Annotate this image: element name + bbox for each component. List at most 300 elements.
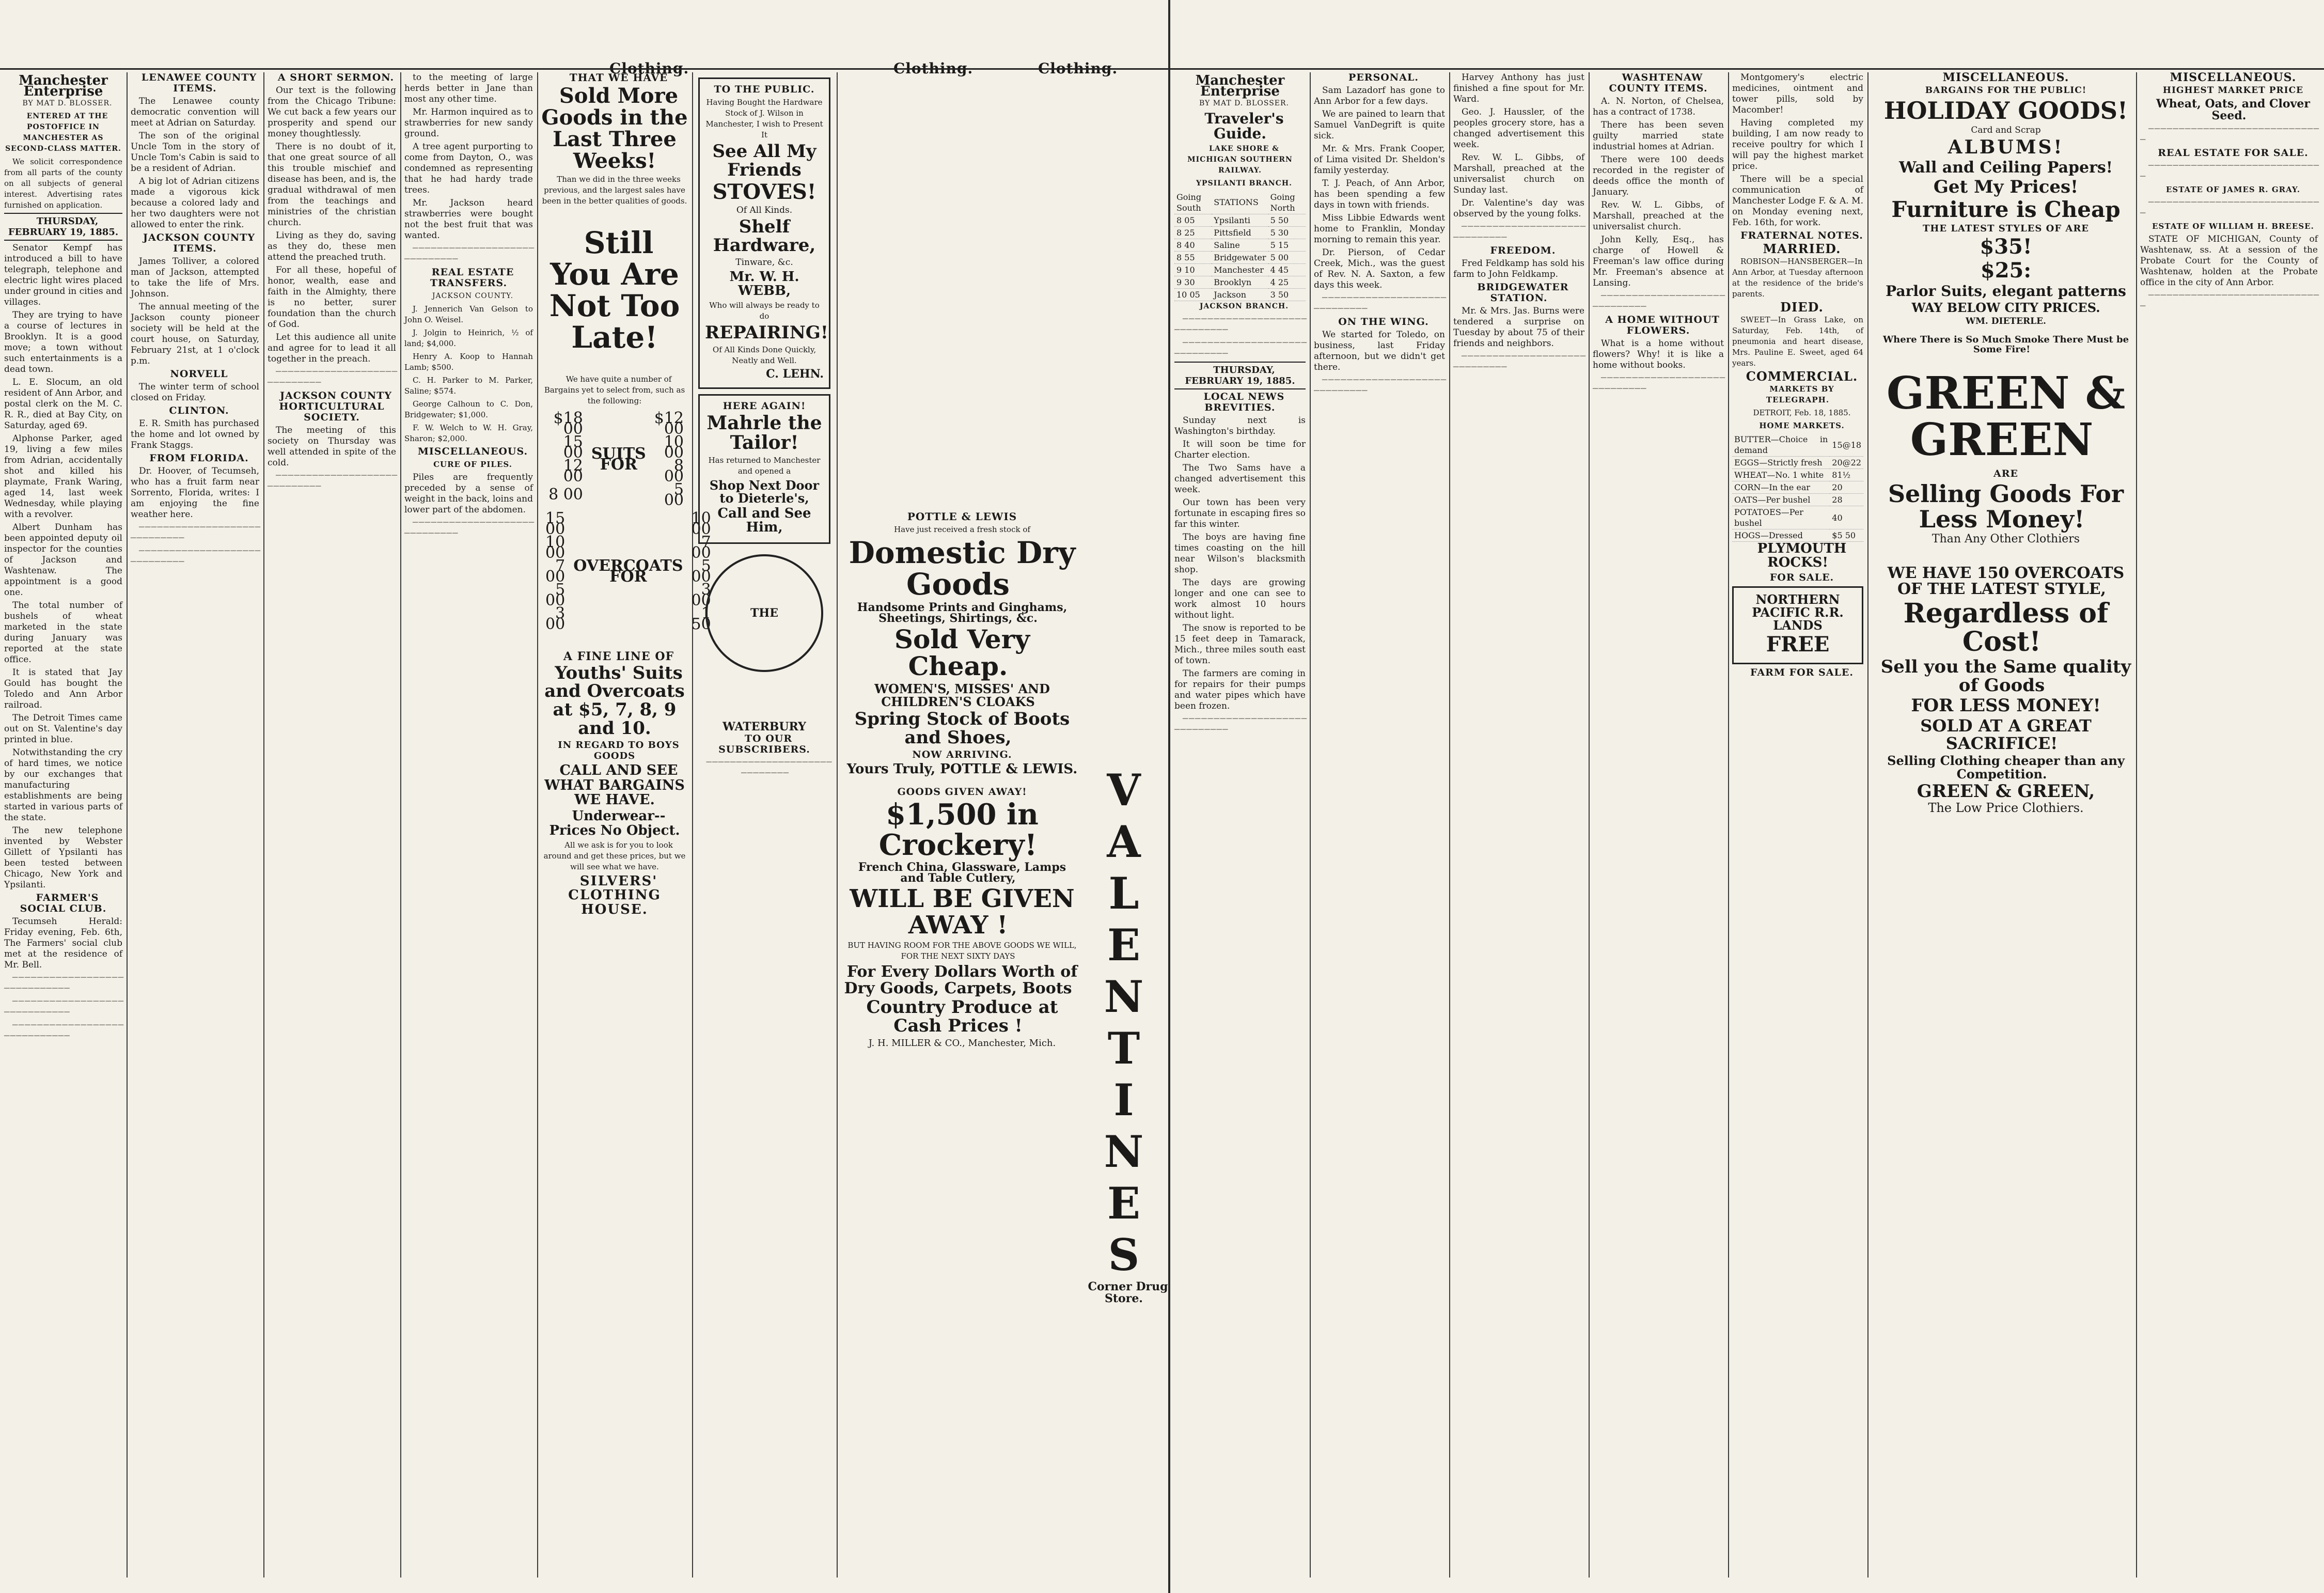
ad-signature: Corner Drug Store. — [1088, 1280, 1168, 1306]
valentines-letter: E — [1107, 919, 1141, 971]
news-item: There is no doubt of it, that one great source of all this trouble mischief and disease has been, and is, the gradual withdrawal of men from the teachings and ministries of the christian church. — [268, 142, 396, 228]
timetable-col-head: STATIONS — [1212, 191, 1268, 214]
illegible-text — [404, 518, 533, 539]
section-heading: MISCELLANEOUS. — [1942, 71, 2069, 84]
ad-subheading: NOW ARRIVING. — [912, 748, 1012, 760]
ad-price: $25: — [1980, 258, 2032, 283]
mahrle-tailor-ad — [698, 394, 830, 544]
section-heading: WASHTENAW COUNTY ITEMS. — [1609, 72, 1708, 94]
illegible-text — [2140, 124, 2318, 146]
branch-heading: JACKSON BRANCH. — [1199, 302, 1289, 310]
ad-headline: WE HAVE 150 OVERCOATS OF THE LATEST STYLE, — [1887, 564, 2125, 599]
section-heading: REAL ESTATE FOR SALE. — [2158, 147, 2309, 159]
section-heading: A SHORT SERMON. — [277, 72, 395, 83]
timetable-col-head: Going North — [1268, 191, 1306, 214]
price-to: 10 00 — [691, 509, 711, 538]
market-price: 81½ — [1830, 469, 1863, 481]
market-row — [1732, 469, 1863, 481]
news-item: Mr. Jackson heard strawberries were bought not the best fruit that was wanted. — [404, 198, 533, 241]
news-item: Let this audience all unite and agree for to lead it all together in the preach. — [268, 332, 396, 364]
illegible-text — [131, 522, 259, 544]
price-to: 5 00 — [691, 556, 711, 586]
price-from: $18 00 — [553, 409, 583, 438]
section-heading: LENAWEE COUNTY ITEMS. — [141, 72, 257, 94]
market-price: 20@22 — [1830, 457, 1863, 469]
ad-headline: Sell you the Same quality of Goods — [1880, 657, 2131, 696]
news-item: Piles are frequently preceded by a sense of weight in the back, loins and lower part of the abdomen. — [404, 472, 533, 515]
ad-subheading: BARGAINS FOR THE PUBLIC! — [1925, 85, 2087, 96]
timetable-row — [1174, 239, 1306, 251]
ad-headline: Sold Very Cheap. — [894, 623, 1030, 682]
news-column-1 — [0, 72, 127, 1583]
news-item: There were 100 deeds recorded in the register of deeds office the month of January. — [1593, 154, 1724, 197]
ad-headline: Shop Next Door to Dieterle's, — [709, 477, 820, 506]
market-item: CORN—In the ear — [1732, 481, 1830, 494]
news-item: Sunday next is Washington's birthday. — [1174, 415, 1306, 436]
news-item: We are pained to learn that Samuel VanDegrift is quite sick. — [1314, 109, 1445, 141]
ad-headline: WILL BE GIVEN AWAY ! — [850, 884, 1075, 940]
price-from: 12 00 — [563, 456, 583, 486]
news-item: Miss Libbie Edwards went home to Franklin, Monday morning to remain this year. — [1314, 213, 1445, 245]
news-item: Dr. Hoover, of Tecumseh, who has a fruit farm near Sorrento, Florida, writes: I am enjoying the fine weather here. — [131, 466, 259, 520]
timetable-row — [1174, 214, 1306, 226]
silvers-clothing-ad — [537, 71, 711, 1583]
ad-subheading: FOR SALE. — [1769, 571, 1834, 583]
illegible-text — [1593, 291, 1724, 313]
news-item: A big lot of Adrian citizens made a vigorous kick because a colored lady and her two daughters were not allowed to enter the rink. — [131, 176, 259, 230]
valentines-ad — [1079, 764, 1168, 1307]
section-subheading: ESTATE OF JAMES R. GRAY. — [2165, 185, 2301, 195]
ad-signature: SILVERS' CLOTHING HOUSE. — [568, 873, 661, 917]
time-cell: 9 30 — [1174, 276, 1212, 288]
section-heading: MARRIED. — [1763, 241, 1841, 256]
illegible-text — [404, 243, 533, 265]
ad-headline: Still You Are Not Too Late! — [549, 225, 680, 355]
news-item: The winter term of school closed on Friday. — [131, 382, 259, 403]
market-row — [1732, 481, 1863, 494]
timetable-row — [1174, 226, 1306, 239]
section-heading: ON THE WING. — [1338, 316, 1429, 327]
time-cell: 5 15 — [1268, 239, 1306, 251]
price-from: 3 00 — [545, 604, 566, 633]
ad-headline: NORTHERN PACIFIC R.R. LANDS — [1752, 591, 1844, 633]
overcoat-price-table — [541, 509, 715, 633]
price-from: 8 00 — [548, 486, 583, 504]
valentines-letter: A — [1107, 816, 1141, 867]
price-row — [541, 512, 715, 536]
news-item: Montgomery's electric medicines, ointment and tower pills, sold by Macomber! — [1732, 72, 1863, 115]
section-heading: LOCAL NEWS BREVITIES. — [1203, 391, 1285, 413]
ad-text: Than Any Other Clothiers — [1932, 532, 2080, 545]
news-item: The total number of bushels of wheat marketed in the state during January was reported at the state office. — [4, 600, 122, 665]
ad-headline: ALBUMS! — [1948, 136, 2064, 159]
news-item: Senator Kempf has introduced a bill to have telegraph, telephone and electric light wires placed under ground in cities and villages. — [4, 243, 122, 307]
news-item: What is a home without flowers? Why! it is like a home without books. — [1593, 338, 1724, 370]
ad-headline: See All My Friends — [712, 141, 816, 180]
ad-headline: Underwear--Prices No Object. — [549, 808, 680, 838]
ad-text: BUT HAVING ROOM FOR THE ABOVE GOODS WE WILL, FOR THE NEXT SIXTY DAYS — [847, 941, 1077, 961]
section-heading: JACKSON COUNTY ITEMS. — [143, 232, 255, 254]
news-item: Tecumseh Herald: Friday evening, Feb. 6th, The Farmers' social club met at the residence of Mr. Bell. — [4, 916, 122, 970]
masthead: Manchester Enterprise — [1195, 73, 1285, 99]
illegible-text — [268, 367, 396, 388]
station-cell: Bridgewater — [1212, 251, 1268, 263]
ad-text: Of All Kinds. — [736, 205, 793, 216]
running-head: Clothing. — [1038, 60, 1118, 77]
market-item: WHEAT—No. 1 white — [1732, 469, 1830, 481]
market-row — [1732, 494, 1863, 506]
ad-headline: Wheat, Oats, and Clover Seed. — [2156, 97, 2310, 123]
news-item: T. J. Peach, of Ann Arbor, has been spending a few days in town with friends. — [1314, 178, 1445, 210]
valentines-letter: I — [1113, 1074, 1134, 1126]
ad-subheading: THE LATEST STYLES OF ARE — [1922, 223, 2090, 235]
ad-headline: Furniture is Cheap — [1891, 197, 2121, 223]
news-item: Harvey Anthony has just finished a fine spout for Mr. Ward. — [1453, 72, 1584, 104]
ad-headline: Wall and Ceiling Papers! — [1899, 159, 2113, 177]
market-item: POTATOES—Per bushel — [1732, 506, 1830, 529]
news-item: The Detroit Times came out on St. Valentine's day printed in blue. — [4, 713, 122, 745]
price-from: 15 00 — [563, 432, 583, 462]
price-from: 15 00 — [545, 509, 566, 538]
news-item: There has been seven guilty married state industrial homes at Adrian. — [1593, 120, 1724, 152]
station-cell: Jackson — [1212, 288, 1268, 301]
ad-heading: GOODS GIVEN AWAY! — [897, 786, 1027, 798]
market-item: OATS—Per bushel — [1732, 494, 1830, 506]
ad-text: Having Bought the Hardware Stock of J. Wilson in Manchester, I wish to Present It — [705, 98, 823, 139]
timetable-row — [1174, 251, 1306, 263]
timetable-header — [1174, 191, 1306, 214]
news-item: There will be a special communication of Manchester Lodge F. & A. M. on Monday evening next, Feb. 16th, for work. — [1732, 174, 1863, 228]
notice-text: ROBISON—HANSBERGER—In Ann Arbor, at Tuesday afternoon at the residence of the bride's parents. — [1732, 257, 1863, 299]
ad-headline: FOR LESS MONEY! — [1911, 695, 2101, 716]
ad-headline: HOLIDAY GOODS! — [1883, 97, 2128, 124]
station-cell: Ypsilanti — [1212, 214, 1268, 226]
ad-text: Tinware, &c. — [735, 257, 793, 268]
ad-heading: TO THE PUBLIC. — [714, 84, 815, 95]
section-heading: COMMERCIAL. — [1746, 369, 1858, 384]
time-cell: 8 05 — [1174, 214, 1212, 226]
news-item: It is stated that Jay Gould has bought the Toledo and Ann Arbor railroad. — [4, 667, 122, 710]
news-item: It will soon be time for Charter election. — [1174, 439, 1306, 460]
transfer-entry: C. H. Parker to M. Parker, Saline; $574. — [404, 376, 533, 396]
market-row — [1732, 506, 1863, 529]
ad-text: Than we did in the three weeks previous, and the largest sales have been in the better qualities of goods. — [542, 175, 687, 206]
ad-text: Who will always be ready to do — [709, 301, 820, 321]
ad-heading: THAT WE HAVE — [569, 71, 668, 84]
ad-headline: WOMEN'S, MISSES' AND CHILDREN'S CLOAKS — [874, 681, 1050, 709]
illegible-text — [1314, 375, 1445, 397]
header-rule — [0, 68, 1168, 70]
section-subheading: ESTATE OF WILLIAM H. BREESE. — [2152, 222, 2314, 231]
news-item: Mr. & Mrs. Jas. Burns were tendered a surprise on Tuesday by about 75 of their friends and neighbors. — [1453, 306, 1584, 349]
branch-heading: YPSILANTI BRANCH. — [1196, 179, 1292, 188]
ad-headline: CALL AND SEE WHAT BARGAINS WE HAVE. — [544, 762, 685, 808]
transfer-entry: J. Jolgin to Heinrich, ½ of land; $4,000. — [404, 328, 533, 348]
section-heading: FARM FOR SALE. — [1750, 667, 1854, 679]
news-item: Living as they do, saving as they do, these men attend the preached truth. — [268, 230, 396, 262]
ad-headline: $1,500 in Crockery! — [878, 797, 1039, 862]
market-item: BUTTER—Choice in demand — [1732, 433, 1830, 457]
news-item: The Two Sams have a changed advertisement this week. — [1174, 462, 1306, 495]
news-item: Notwithstanding the cry of hard times, we notice by our exchanges that manufacturing establishments are being started in various parts of the state. — [4, 747, 122, 823]
market-date: DETROIT, Feb. 18, 1885. — [1753, 408, 1851, 417]
news-item: Fred Feldkamp has sold his farm to John Feldkamp. — [1453, 258, 1584, 279]
masthead-byline: BY MAT D. BLOSSER. — [1199, 99, 1290, 107]
news-item: A. N. Norton, of Chelsea, has a contract of 1738. — [1593, 96, 1724, 117]
issue-date: THURSDAY, FEBRUARY 19, 1885. — [1174, 362, 1306, 389]
section-heading: FRATERNAL NOTES. — [1740, 230, 1863, 241]
hardware-ad-column — [692, 72, 837, 1583]
timetable-row — [1174, 276, 1306, 288]
timetable-row — [1174, 288, 1306, 301]
train-timetable — [1174, 191, 1306, 301]
ad-subheading: A FINE LINE OF — [563, 649, 674, 663]
illegible-text — [1593, 373, 1724, 395]
valentines-letter: V — [1107, 764, 1141, 816]
misc-ad-column — [1867, 72, 2136, 1583]
news-item: For all these, hopeful of honor, wealth, ease and faith in the Almighty, there is no better, surer foundation than the church of God. — [268, 265, 396, 330]
illegible-text — [4, 973, 122, 994]
illegible-text — [4, 996, 122, 1018]
news-item: E. R. Smith has purchased the home and lot owned by Frank Staggs. — [131, 418, 259, 450]
ad-headline: Mahrle the Tailor! — [706, 412, 822, 454]
ad-text: Have just received a fresh stock of — [894, 525, 1030, 534]
postoffice-notice-head: ENTERED AT THE POSTOFFICE IN MANCHESTER AS SECOND-CLASS MATTER. — [5, 112, 121, 153]
news-column-r5 — [1728, 72, 1867, 1583]
section-subheading: CURE OF PILES. — [433, 460, 512, 469]
section-heading: A HOME WITHOUT FLOWERS. — [1605, 314, 1720, 336]
right-newspaper-page — [1168, 0, 2324, 1593]
ad-signature: C. LEHN. — [766, 367, 824, 381]
ad-subheading: HIGHEST MARKET PRICE — [2162, 85, 2304, 96]
news-item: The boys are having fine times coasting on the hill near Wilson's blacksmith shop. — [1174, 532, 1306, 575]
ad-headline: Mr. W. H. WEBB, — [729, 269, 799, 299]
market-price-table — [1732, 433, 1863, 542]
green-and-green-title: GREEN & GREEN — [1886, 367, 2126, 466]
illegible-text — [1174, 338, 1306, 360]
section-heading: CLINTON. — [169, 405, 229, 416]
market-price: 28 — [1830, 494, 1863, 506]
news-item: Dr. Valentine's day was observed by the young folks. — [1453, 198, 1584, 219]
masthead-byline: BY MAT D. BLOSSER. — [22, 99, 113, 107]
ad-headline: Sold More Goods in the Last Three Weeks! — [541, 84, 688, 173]
section-heading: FROM FLORIDA. — [149, 452, 249, 464]
station-cell: Saline — [1212, 239, 1268, 251]
news-item: The snow is reported to be 15 feet deep in Tamarack, Mich., three miles south east of town. — [1174, 622, 1306, 666]
valentines-letter: S — [1108, 1229, 1140, 1280]
price-from: 5 00 — [545, 580, 566, 610]
illegible-text — [2140, 290, 2318, 312]
illegible-text — [268, 471, 396, 492]
news-item: Our text is the following from the Chicago Tribune: We cut back a few years our prosperity and spend our money thoughtlessly. — [268, 85, 396, 139]
section-subheading: JACKSON COUNTY. — [432, 292, 514, 300]
ad-headline: Get My Prices! — [1933, 176, 2079, 197]
news-column-2 — [127, 72, 263, 1583]
news-column-r2 — [1310, 72, 1449, 1583]
illegible-text — [2140, 197, 2318, 219]
running-head: Clothing. — [609, 60, 689, 77]
price-from: 10 00 — [545, 533, 566, 562]
time-cell: 8 25 — [1174, 226, 1212, 239]
time-cell: 10 05 — [1174, 288, 1212, 301]
news-item: The annual meeting of the Jackson county pioneer society will be held at the court house, on Saturday, February 21st, at 1 o'clock p.m. — [131, 302, 259, 366]
time-cell: 9 10 — [1174, 263, 1212, 276]
transfer-entry: Henry A. Koop to Hannah Lamb; $500. — [404, 352, 533, 372]
ad-signature: J. H. MILLER & CO., Manchester, Mich. — [868, 1037, 1056, 1049]
running-head: Clothing. — [893, 60, 973, 77]
news-item: The Lenawee county democratic convention will meet at Adrian on Saturday. — [131, 96, 259, 128]
price-from: 7 00 — [545, 556, 566, 586]
notice-text: SWEET—In Grass Lake, on Saturday, Feb. 14th, of pneumonia and heart disease, Mrs. Pauline E. Sweet, aged 64 years. — [1732, 315, 1863, 368]
news-item: Rev. W. L. Gibbs, of Marshall, preached at the universalist church on Sunday last. — [1453, 152, 1584, 195]
lehn-hardware-ad — [698, 77, 830, 389]
northern-pacific-ad — [1732, 586, 1863, 665]
news-item: A tree agent purporting to come from Dayton, O., was condemned as representing that he had hardy trade trees. — [404, 142, 533, 195]
ad-headline: Shelf Hardware, — [713, 216, 816, 256]
ad-headline: Youths' Suits and Overcoats at $5, 7, 8, 9 and 10. — [544, 662, 685, 739]
news-item: The farmers are coming in for repairs for their pumps and water pipes which have been frozen. — [1174, 668, 1306, 711]
illegible-text — [1453, 222, 1584, 243]
time-cell: 4 45 — [1268, 263, 1306, 276]
news-item: Rev. W. L. Gibbs, of Marshall, preached at the universalist church. — [1593, 200, 1724, 232]
station-cell: Brooklyn — [1212, 276, 1268, 288]
masthead: Manchester Enterprise — [19, 73, 108, 99]
ad-text: French China, Glassware, Lamps and Table Cutlery, — [858, 861, 1066, 885]
ad-text: We have quite a number of Bargains yet to select from, such as the following: — [544, 374, 685, 405]
postoffice-notice-body: We solicit correspondence from all parts of the county on all subjects of general interest. Advertising rates furnished on application. — [4, 157, 122, 210]
news-item: Mr. & Mrs. Frank Cooper, of Lima visited Dr. Sheldon's family yesterday. — [1314, 144, 1445, 176]
valentines-letter: T — [1107, 1023, 1140, 1074]
ad-subheading: IN REGARD TO BOYS GOODS — [558, 740, 680, 762]
time-cell: 8 40 — [1174, 239, 1212, 251]
market-price: 40 — [1830, 506, 1863, 529]
ad-headline: Parlor Suits, elegant patterns — [1886, 283, 2126, 300]
price-to: 7 00 — [691, 533, 711, 562]
transfer-entry: J. Jennerich Van Gelson to John O. Weisel. — [404, 304, 533, 324]
valentines-letter: L — [1108, 868, 1139, 919]
ad-text: Card and Scrap — [1971, 125, 2041, 136]
market-row — [1732, 433, 1863, 457]
ad-heading: POTTLE & LEWIS — [907, 510, 1017, 523]
ad-headline: PLYMOUTH ROCKS! — [1757, 541, 1847, 571]
ad-headline: Country Produce at Cash Prices ! — [866, 997, 1058, 1036]
market-item: HOGS—Dressed — [1732, 529, 1830, 542]
ad-headline: Selling Clothing cheaper than any Competition. — [1887, 753, 2125, 782]
news-column-3 — [263, 72, 400, 1583]
ad-headline: FREE — [1766, 632, 1830, 657]
time-cell: 4 25 — [1268, 276, 1306, 288]
section-heading: DIED. — [1780, 300, 1824, 315]
ad-headline: Regardless of Cost! — [1903, 597, 2109, 658]
misc-notice-column — [2136, 72, 2322, 1583]
valentines-letter: N — [1104, 1126, 1144, 1177]
waterbury-watch-emblem: THE WATERBURY — [705, 554, 823, 672]
section-heading: FARMER'S SOCIAL CLUB. — [20, 892, 107, 914]
market-item: EGGS—Strictly fresh — [1732, 457, 1830, 469]
ad-headline: STOVES! — [712, 180, 816, 205]
ad-subheading: Where There is So Much Smoke There Must be Some Fire! — [1882, 334, 2129, 355]
illegible-text — [4, 1020, 122, 1042]
dry-goods-ad-column — [837, 72, 1168, 1583]
section-heading: NORVELL — [170, 368, 228, 380]
price-to: $12 00 — [654, 409, 684, 438]
timetable-row — [1174, 263, 1306, 276]
news-item: The new telephone invented by Webster Gillett of Ypsilanti has been tested between Chicago, New York and Ypsilanti. — [4, 825, 122, 890]
section-heading: MISCELLANEOUS. — [417, 446, 528, 457]
illegible-text — [2140, 161, 2318, 182]
transfer-entry: F. W. Welch to W. H. Gray, Sharon; $2,000. — [404, 423, 533, 443]
section-heading: REAL ESTATE TRANSFERS. — [430, 267, 514, 289]
suits-label: SUITS FOR — [591, 444, 646, 474]
suit-price-table — [541, 409, 688, 509]
news-item: James Tolliver, a colored man of Jackson, attempted to take the life of Mrs. Johnson. — [131, 256, 259, 299]
station-cell: Pittsfield — [1212, 226, 1268, 239]
ad-signature: Yours Truly, POTTLE & LEWIS. — [846, 761, 1078, 777]
illegible-text — [1174, 714, 1306, 736]
section-heading: JACKSON COUNTY HORTICULTURAL SOCIETY. — [279, 390, 392, 423]
ad-headline: For Every Dollars Worth of Dry Goods, Carpets, Boots — [844, 963, 1078, 997]
header-rule — [1170, 68, 2324, 70]
market-price: 15@18 — [1830, 433, 1863, 457]
news-item: We started for Toledo, on business, last Friday afternoon, but we didn't get there. — [1314, 330, 1445, 372]
news-item: to the meeting of large herds better in Jane than most any other time. — [404, 72, 533, 104]
news-item: Sam Lazadorf has gone to Ann Arbor for a few days. — [1314, 85, 1445, 106]
pottle-lewis-ad — [837, 72, 1079, 1051]
ad-heading: HERE AGAIN! — [723, 400, 806, 412]
ad-headline: WAY BELOW CITY PRICES. — [1911, 300, 2100, 315]
news-item: Having completed my building, I am now ready to receive poultry for which I will pay the highest market price. — [1732, 118, 1863, 171]
price-to: 8 00 — [664, 456, 684, 486]
illegible-text — [1314, 293, 1445, 315]
transfer-entry: George Calhoun to C. Don, Bridgewater; $1,000. — [404, 399, 533, 419]
market-row — [1732, 529, 1863, 542]
price-to: 3 00 — [691, 580, 711, 610]
news-item: L. E. Slocum, an old resident of Ann Arbor, and postal clerk on the M. C. R. R., died at Bay City, on Saturday, aged 69. — [4, 377, 122, 431]
news-column-r4 — [1589, 72, 1728, 1583]
news-item: The meeting of this society on Thursday was well attended in spite of the cold. — [268, 425, 396, 468]
news-item: John Kelly, Esq., has charge of Howell & Freeman's law office during Mr. Freeman's absence at Lansing. — [1593, 235, 1724, 288]
ad-text: Has returned to Manchester and opened a — [708, 455, 821, 476]
news-column-r1 — [1170, 72, 1310, 1583]
price-to: 5 00 — [664, 480, 684, 509]
market-row — [1732, 457, 1863, 469]
time-cell: 5 30 — [1268, 226, 1306, 239]
section-subheading: HOME MARKETS. — [1759, 421, 1845, 430]
valentines-letter: N — [1104, 971, 1144, 1022]
time-cell: 3 50 — [1268, 288, 1306, 301]
news-item: Dr. Pierson, of Cedar Creek, Mich., was the guest of Rev. N. A. Saxton, a few days this week. — [1314, 247, 1445, 290]
illegible-text — [696, 757, 833, 779]
news-item: The days are growing longer and one can see to work almost 10 hours without light. — [1174, 577, 1306, 620]
illegible-text — [131, 546, 259, 568]
ad-signature: WM. DIETERLE. — [1966, 316, 2046, 326]
section-heading: MISCELLANEOUS. — [2170, 71, 2297, 84]
news-item: Geo. J. Haussler, of the peoples grocery store, has a changed advertisement this week. — [1453, 107, 1584, 150]
news-column-r3 — [1449, 72, 1589, 1583]
ad-headline: Call and See Him, — [717, 506, 811, 536]
ad-text: Of All Kinds Done Quickly, Neatly and Well. — [712, 345, 816, 366]
section-heading: TO OUR SUBSCRIBERS. — [718, 732, 810, 755]
ad-signature: The Low Price Clothiers. — [1928, 801, 2084, 816]
price-to: 10 00 — [664, 432, 684, 462]
ad-subheading: ARE — [1993, 468, 2018, 480]
ad-price: $35! — [1980, 235, 2032, 259]
ad-headline: Selling Goods For Less Money! — [1888, 480, 2124, 533]
section-heading: PERSONAL. — [1348, 72, 1419, 83]
ad-headline: REPAIRING! — [705, 322, 828, 343]
news-column-4 — [400, 72, 537, 1583]
illegible-text — [1453, 351, 1584, 373]
